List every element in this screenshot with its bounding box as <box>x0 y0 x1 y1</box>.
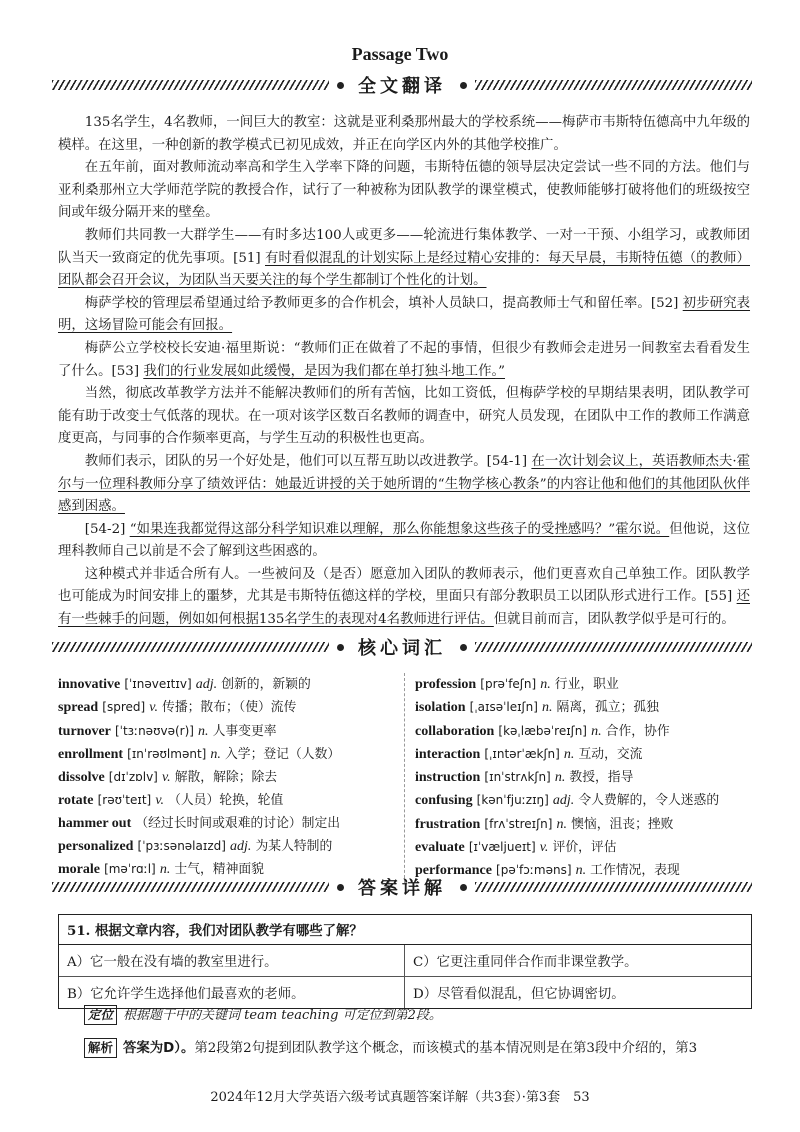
vocab-column-left <box>58 673 404 883</box>
vocab-meaning: 传播；散布；（使）流传 <box>162 700 297 716</box>
hatch-divider <box>475 80 752 90</box>
bullet-dot <box>460 82 467 89</box>
vocab-pos: adj. <box>552 793 575 809</box>
vocab-meaning: 行业，职业 <box>554 677 619 692</box>
vocab-pos: n. <box>540 677 551 692</box>
paragraph-8-text: 但他说，这位理科教师自己以前是不会了解到这些困惑的。 <box>58 521 751 560</box>
vocab-word: morale <box>58 862 100 878</box>
paragraph-5 <box>58 338 750 383</box>
vocab-entry <box>58 835 404 858</box>
vocab-entry <box>58 696 404 719</box>
vocab-entry <box>415 720 750 743</box>
section-title-answers: 答案详解 <box>358 878 446 899</box>
vocab-phonetic: [spred] <box>102 700 146 715</box>
vocab-phonetic: [pəˈfɔːməns] <box>496 863 572 878</box>
vocab-phonetic: [prəˈfeʃn] <box>480 677 537 691</box>
paragraph-8 <box>58 519 750 564</box>
vocab-pos: n. <box>159 862 171 878</box>
vocab-meaning: 令人费解的，令人迷惑的 <box>578 793 720 809</box>
vocab-word: performance <box>415 863 492 879</box>
vocab-word: frustration <box>415 816 481 832</box>
location-text: 根据题干中的关键词 team teaching 可定位到第2段。 <box>123 1008 442 1023</box>
paragraph-1: 135名学生，4名教师，一间巨大的教室：这就是亚利桑那州最大的学校系统——梅萨市韦斯特伍德高中九年级的模样。在这里，一种创新的教学模式已初见成效，并正在向学区内外的其他学校推广。 <box>58 115 750 153</box>
vocab-column-right <box>404 673 750 883</box>
vocab-meaning: 工作情况，表现 <box>590 863 680 879</box>
vocab-meaning: 隔离，孤立；孤独 <box>556 700 659 716</box>
vocab-entry <box>58 813 404 835</box>
vocab-entry <box>58 789 404 812</box>
vocab-meaning: 为某人特制的 <box>255 839 333 855</box>
hatch-divider <box>52 80 329 90</box>
bullet-dot <box>337 82 344 89</box>
vocab-meaning: 教授，指导 <box>569 770 634 786</box>
vocab-phonetic: [ɪnˈrəʊlmənt] <box>127 746 207 761</box>
vocab-entry <box>415 766 750 789</box>
section-title-vocab: 核心词汇 <box>358 638 446 659</box>
vocab-meaning: 入学；登记（人数） <box>224 746 341 762</box>
vocab-pos: n. <box>210 746 221 762</box>
bullet-dot <box>337 884 344 891</box>
vocab-phonetic: [ˈtɜːnəʊvə(r)] <box>114 723 194 738</box>
vocab-word: turnover <box>58 723 111 739</box>
paragraph-3 <box>58 225 750 293</box>
vocab-meaning: 解散，解除；除去 <box>174 770 278 786</box>
vocab-meaning: 人事变更率 <box>212 723 277 739</box>
paragraph-9 <box>58 564 750 632</box>
vocab-pos: n. <box>563 746 575 762</box>
vocab-meaning: 互动，交流 <box>578 746 643 762</box>
vocab-word: personalized <box>58 839 134 855</box>
vocab-word: isolation <box>415 700 466 716</box>
option-a: A）它一般在没有墙的教室里进行。 <box>59 945 405 976</box>
vocab-word: confusing <box>415 793 473 809</box>
answer-evidence-51: 有时看似混乱的计划实际上是经过精心安排的：每天早晨，韦斯特伍德（的教师）团队都会召开会议，为团队当天要关注的每个学生都制订个性化的计划。 <box>58 250 750 289</box>
answer-evidence-52: 初步研究表明，这场冒险可能会有回报。 <box>58 295 751 334</box>
vocab-list <box>58 673 750 883</box>
section-title-translation: 全文翻译 <box>358 76 446 97</box>
paragraph-4-text: 梅萨学校的管理层希望通过给予教师更多的合作机会，填补人员缺口，提高教师士气和留任率。[52] <box>84 295 683 311</box>
vocab-entry <box>58 766 404 789</box>
analysis-tag: 解析 <box>84 1038 117 1058</box>
vocab-pos: v. <box>539 840 549 856</box>
vocab-phonetic: [ˈpɜːsənəlaɪzd] <box>137 839 226 854</box>
answer-evidence-54-1: 在一次计划会议上，英语教师杰夫·霍尔与一位理科教师分享了绩效评估：她最近讲授的关于她所谓的“生物学核心教条”的内容让他和他们的其他团队伙伴感到困惑。 <box>58 453 750 515</box>
vocab-pos: n. <box>554 770 566 786</box>
vocab-meaning: 懊恼，沮丧；挫败 <box>571 816 674 832</box>
location-note <box>84 1004 750 1025</box>
vocab-entry <box>415 673 750 696</box>
vocab-phonetic: [kəˌlæbəˈreɪʃn] <box>498 723 587 738</box>
paragraph-7-text: 教师们表示，团队的另一个好处是，他们可以互帮互助以改进教学。[54-1] <box>84 453 532 469</box>
vocab-word: spread <box>58 700 99 716</box>
bullet-dot <box>460 644 467 651</box>
vocab-pos: adj. <box>195 677 218 692</box>
vocab-phonetic: [ˌaɪsəˈleɪʃn] <box>469 700 538 715</box>
hatch-divider <box>52 642 329 652</box>
paragraph-8-marker: [54-2] <box>84 521 130 537</box>
vocab-word: interaction <box>415 746 481 762</box>
paragraph-2: 在五年前，面对教师流动率高和学生入学率下降的问题，韦斯特伍德的领导层决定尝试一些不同的方法。他们与亚利桑那州立大学师范学院的教授合作，试行了一种被称为团队教学的课堂模式，使教师能够打破将他们的班级按空间或年级分隔开来的壁垒。 <box>58 160 750 221</box>
analysis-text: 第2段第2句提到团队教学这个概念，而该模式的基本情况则是在第3段中介绍的，第3 <box>194 1041 698 1056</box>
vocab-phonetic: [məˈrɑːl] <box>104 862 156 877</box>
answer-evidence-53: 我们的行业发展如此缓慢，是因为我们都在单打独斗地工作。” <box>143 363 506 379</box>
passage-title: Passage Two <box>351 44 449 64</box>
location-tag: 定位 <box>84 1005 117 1025</box>
vocab-word: enrollment <box>58 746 124 762</box>
vocab-pos: n. <box>575 863 587 879</box>
options-row-1 <box>59 945 751 977</box>
vocab-entry <box>415 789 750 812</box>
option-d: D）尽管看似混乱，但它协调密切。 <box>413 987 625 1002</box>
vocab-phonetic: [dɪˈzɒlv] <box>108 770 158 785</box>
vocab-phonetic: [kənˈfjuːzɪŋ] <box>476 793 549 808</box>
vocab-pos: v. <box>149 700 158 716</box>
vocab-phonetic: [ɪnˈstrʌkʃn] <box>484 770 551 785</box>
question-table <box>58 914 752 1009</box>
bullet-dot <box>337 644 344 651</box>
section-header-translation <box>52 72 752 98</box>
option-c: C）它更注重同伴合作而非课堂教学。 <box>413 955 638 970</box>
hatch-divider <box>52 882 329 892</box>
vocab-entry <box>415 696 750 719</box>
vocab-entry <box>58 720 404 743</box>
vocab-entry <box>415 836 750 859</box>
vocab-phonetic: [ˈɪnəveɪtɪv] <box>124 677 192 691</box>
vocab-entry <box>58 673 404 696</box>
vocab-pos: n. <box>556 816 568 832</box>
translation-body <box>58 112 750 632</box>
vocab-pos: n. <box>541 700 553 716</box>
vocab-pos: v. <box>161 770 171 786</box>
answer-label: 答案为D）。 <box>123 1041 195 1056</box>
option-b: B）它允许学生选择他们最喜欢的老师。 <box>59 977 405 1008</box>
question-stem: 51. 根据文章内容，我们对团队教学有哪些了解？ <box>59 915 751 945</box>
vocab-meaning: 士气，精神面貌 <box>174 862 264 878</box>
vocab-meaning: 创新的，新颖的 <box>221 677 311 692</box>
vocab-pos: adj. <box>230 839 252 855</box>
paragraph-6: 当然，彻底改革教学方法并不能解决教师们的所有苦恼，比如工资低，但梅萨学校的早期结果表明，团队教学可能有助于改变士气低落的现状。在一项对该学区数百名教师的调查中，研究人员发现，在团队中工作的教师工作满意度更高，与同事的合作频率更高，与学生互动的积极性也更高。 <box>58 386 750 447</box>
vocab-pos: n. <box>591 723 602 739</box>
vocab-meaning: 合作，协作 <box>605 723 670 739</box>
answer-evidence-55: 还有一些棘手的问题，例如如何根据135名学生的表现对4名教师进行评估。 <box>58 589 750 628</box>
hatch-divider <box>475 642 752 652</box>
vocab-entry <box>58 743 404 766</box>
paragraph-4 <box>58 293 750 338</box>
vocab-phonetic: [ɪˈvæljueɪt] <box>468 840 536 855</box>
paragraph-3-text: 教师们共同教一大群学生——有时多达100人或更多——轮流进行集体教学、一对一干预、小组学习，或教师团队当天一致商定的优先事项。[51] <box>58 227 750 266</box>
vocab-pos: n. <box>198 723 209 739</box>
vocab-pos: v. <box>155 793 164 809</box>
vocab-phonetic: [ˌɪntərˈækʃn] <box>484 746 560 761</box>
vocab-meaning: 评价，评估 <box>552 840 617 856</box>
analysis-note <box>84 1038 750 1060</box>
bullet-dot <box>460 884 467 891</box>
vocab-word: instruction <box>415 770 481 786</box>
answer-evidence-54-2: “如果连我都觉得这部分科学知识难以理解，那么你能想象这些孩子的受挫感吗？”霍尔说。 <box>129 521 670 537</box>
vocab-phonetic: [rəʊˈteɪt] <box>97 793 152 808</box>
vocab-word: hammer out <box>58 815 132 831</box>
vocab-word: profession <box>415 677 477 692</box>
page-footer: 2024年12月大学英语六级考试真题答案详解（共3套）·第3套 53 <box>210 1090 590 1105</box>
vocab-meaning: （人员）轮换，轮值 <box>168 793 284 809</box>
paragraph-7 <box>58 451 750 519</box>
section-header-vocab <box>52 634 752 660</box>
vocab-phonetic: [frʌˈstreɪʃn] <box>484 816 553 831</box>
paragraph-9-text: 这种模式并非适合所有人。一些被问及（是否）愿意加入团队的教师表示，他们更喜欢自己单独工作。团队教学也可能成为时间安排上的噩梦，尤其是韦斯特伍德这样的学校，里面只有部分教职员工以团队形式进行工作。[55] <box>58 566 750 605</box>
hatch-divider <box>475 882 752 892</box>
vocab-meaning: （经过长时间或艰难的讨论）制定出 <box>135 815 341 831</box>
vocab-entry <box>415 813 750 836</box>
section-header-answers <box>52 874 752 900</box>
vocab-word: dissolve <box>58 770 105 786</box>
paragraph-9-tail: 但就目前而言，团队教学似乎是可行的。 <box>493 612 735 628</box>
paragraph-5-text: 梅萨公立学校校长安迪·福里斯说：“教师们正在做着了不起的事情，但很少有教师会走进另一间教室去看看发生了什么。[53] <box>58 340 750 379</box>
vocab-word: innovative <box>58 677 121 692</box>
vocab-word: rotate <box>58 793 94 809</box>
vocab-word: evaluate <box>415 840 465 856</box>
vocab-word: collaboration <box>415 723 495 739</box>
vocab-entry <box>415 743 750 766</box>
